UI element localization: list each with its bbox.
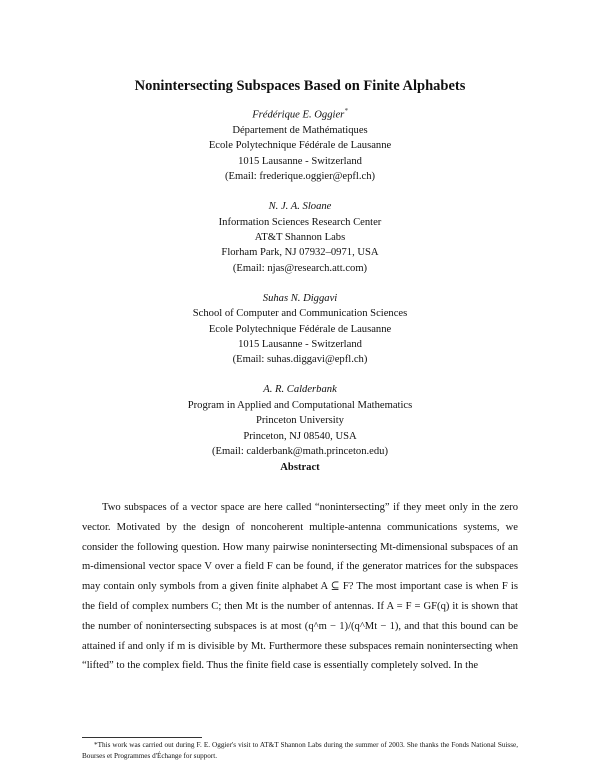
footnote-text: *This work was carried out during F. E. Oggier's visit to AT&T Shannon Labs during the summer of 2003. She thanks the Fonds National Suisse, Bourses et Programmes d'Échange for support. xyxy=(82,741,518,760)
affiliation-line: Ecole Polytechnique Fédérale de Lausanne xyxy=(208,140,392,152)
author-block xyxy=(0,104,600,185)
author-block xyxy=(0,199,600,276)
footnote xyxy=(82,740,518,762)
author-list xyxy=(0,104,600,474)
affiliation-line: Princeton, NJ 08540, USA xyxy=(243,430,357,442)
author-email: (Email: njas@research.att.com) xyxy=(232,262,368,274)
affiliation-line: Program in Applied and Computational Mathematics xyxy=(187,399,413,411)
author-name: Suhas N. Diggavi xyxy=(262,292,338,304)
author-name: N. J. A. Sloane xyxy=(268,201,332,213)
author-block xyxy=(0,382,600,459)
paper-title: Nonintersecting Subspaces Based on Finite Alphabets xyxy=(134,78,466,94)
affiliation-line: Ecole Polytechnique Fédérale de Lausanne xyxy=(208,323,392,335)
affiliation-line: 1015 Lausanne - Switzerland xyxy=(238,155,362,167)
affiliation-line: Princeton University xyxy=(256,415,344,427)
author-name: A. R. Calderbank xyxy=(263,384,337,396)
affiliation-line: School of Computer and Communication Sciences xyxy=(192,308,408,320)
author-email: (Email: frederique.oggier@epfl.ch) xyxy=(224,171,376,183)
author-email: (Email: suhas.diggavi@epfl.ch) xyxy=(232,354,368,366)
author-block xyxy=(0,291,600,368)
affiliation-line: Florham Park, NJ 07932–0971, USA xyxy=(221,247,379,259)
affiliation-line: Information Sciences Research Center xyxy=(218,216,382,228)
footnote-divider xyxy=(82,737,202,738)
affiliation-line: AT&T Shannon Labs xyxy=(254,231,346,243)
author-name: Frédérique E. Oggier xyxy=(252,109,345,121)
abstract-heading: Abstract xyxy=(280,462,320,473)
abstract-body xyxy=(82,498,518,676)
author-email: (Email: calderbank@math.princeton.edu) xyxy=(212,446,388,458)
affiliation-line: Département de Mathématiques xyxy=(232,124,368,136)
affiliation-line: 1015 Lausanne - Switzerland xyxy=(238,339,362,350)
footnote-mark: * xyxy=(344,107,348,115)
abstract-paragraph: Two subspaces of a vector space are here called “nonintersecting” if they meet only in the zero vector. Motivated by the design of noncoherent multiple-antenna communications systems, we consider the following question. How many pairwise nonintersecting Mt-dimensional subspaces of an m-dimensional vector space V over a field F can be found, if the generator matrices for the subspaces may contain only symbols from a given finite alphabet A ⊆ F? The most important case is when F is the field of complex numbers C; then Mt is the number of antennas. If A = F = GF(q) it is shown that the number of nonintersecting subspaces is at most (q^m − 1)/(q^Mt − 1), and that this bound can be attained if and only if m is divisible by Mt. Furthermore these subspaces remain nonintersecting when “lifted” to the complex field. Thus the finite field case is essentially completely solved. In the xyxy=(82,502,518,672)
